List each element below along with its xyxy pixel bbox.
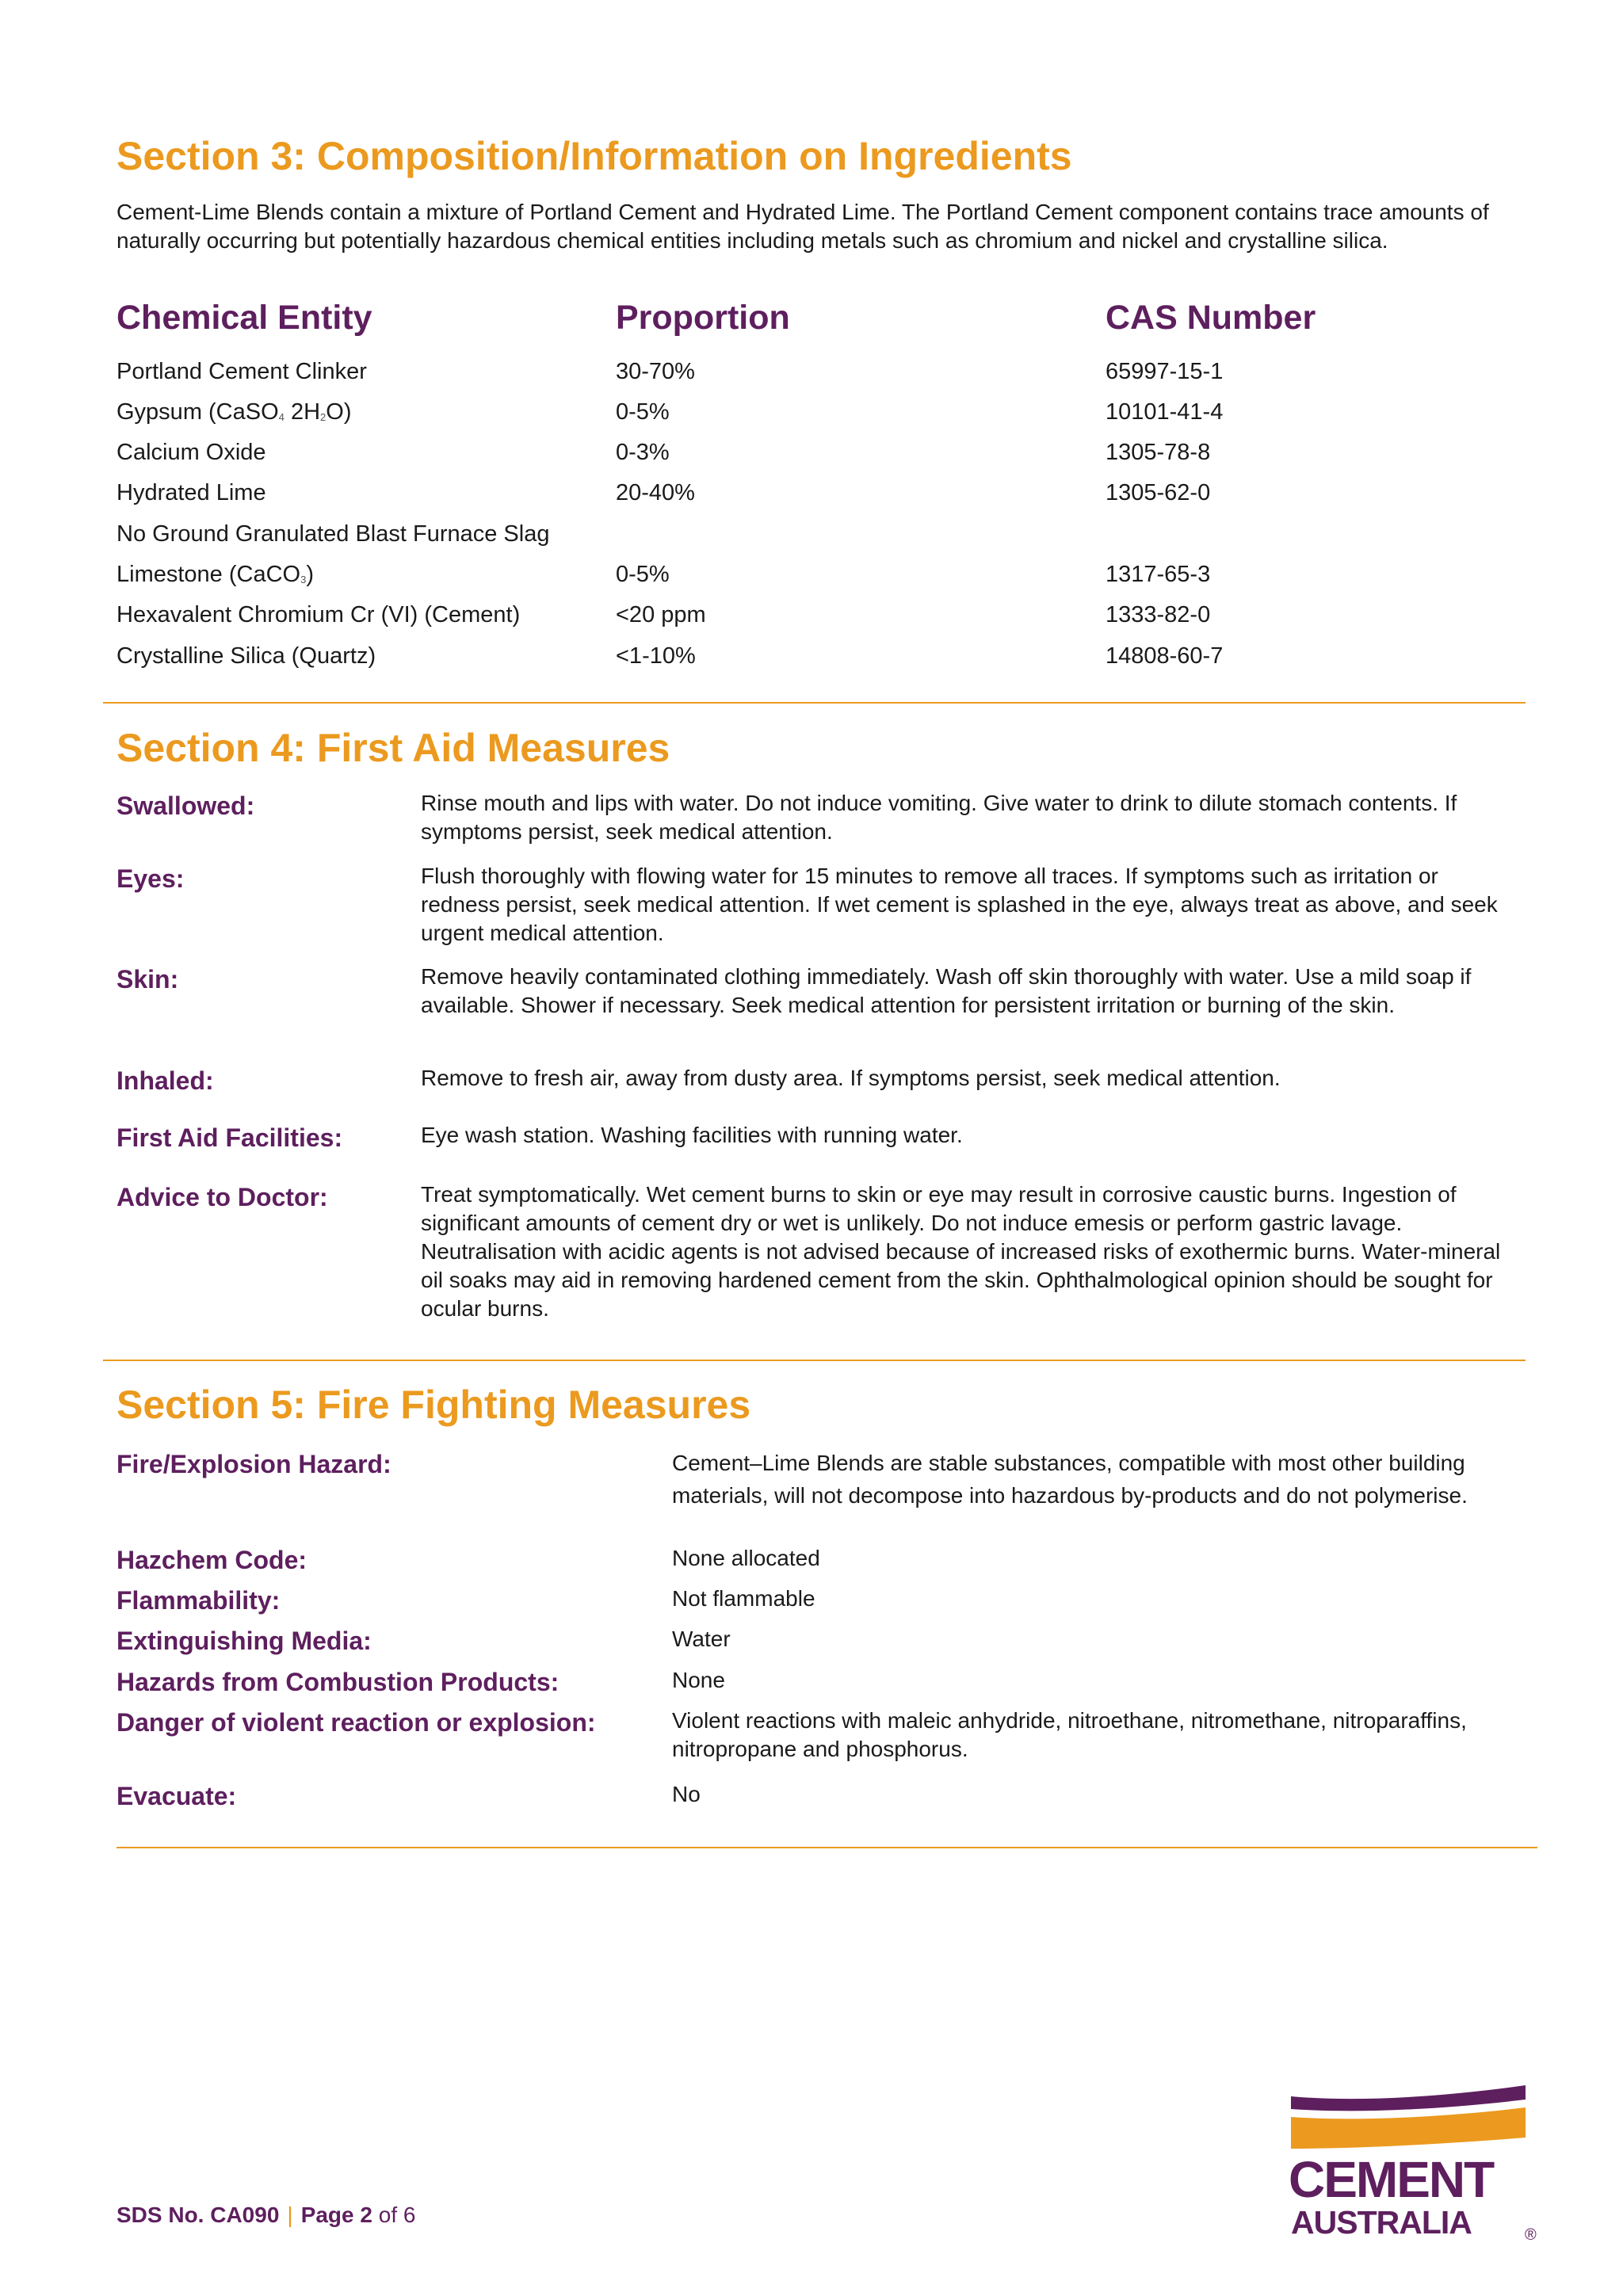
first-aid-text-skin: Remove heavily contaminated clothing immediately. Wash off skin thoroughly with water. Use a mild soap if available. Shower if necessary. Seek medical attention for persistent irritation or burning of the skin. [421, 964, 1472, 1017]
fire-text-hazchem-code: None allocated [672, 1546, 820, 1570]
fire-label-explosion-hazard: Fire/Explosion Hazard: [116, 1450, 391, 1478]
fire-text-explosion-hazard: Cement–Lime Blends are stable substances, compatible with most other building materials, will not decompose into hazardous by-products and do not polymerise. [672, 1451, 1468, 1508]
section-divider [116, 1847, 1537, 1848]
column-header-proportion: Proportion [616, 299, 790, 337]
table-cell-cas: 10101-41-4 [1106, 399, 1224, 425]
table-cell-entity: Hydrated Lime [116, 480, 266, 505]
table-cell-proportion: 30-70% [616, 359, 695, 384]
page-label: Page 2 [300, 2203, 372, 2227]
first-aid-label-eyes: Eyes: [116, 864, 185, 893]
column-header-cas-number: CAS Number [1106, 299, 1316, 337]
table-cell-entity: Calcium Oxide [116, 440, 266, 465]
logo-word-australia: AUSTRALIA [1291, 2204, 1472, 2241]
fire-text-evacuate: No [672, 1782, 701, 1806]
section-3-intro: Cement-Lime Blends contain a mixture of Portland Cement and Hydrated Lime. The Portland Cement component contains trace amounts of naturally occurring but potentially hazardous chemical entities including metals such as chromium and nickel and crystalline silica. [116, 200, 1489, 253]
page-total: of 6 [378, 2203, 416, 2227]
table-cell-proportion: 0-3% [616, 440, 670, 465]
table-cell-proportion: <1-10% [616, 643, 696, 669]
first-aid-label-inhaled: Inhaled: [116, 1066, 214, 1095]
fire-text-combustion-products: None [672, 1668, 725, 1692]
fire-label-evacuate: Evacuate: [116, 1782, 237, 1810]
fire-label-flammability: Flammability: [116, 1586, 281, 1615]
sds-number: SDS No. CA090 [116, 2203, 280, 2227]
first-aid-text-advice-to-doctor: Treat symptomatically. Wet cement burns to skin or eye may result in corrosive caustic burns. Ingestion of significant amounts of cement dry or wet is unlikely. Do not induce emesis or perform gastric lavage. Neutralisation with acidic agents is not advised because of increased risks of exothermic burns. Water-mineral oil soaks may aid in removing hardened cement from the skin. Ophthalmological opinion should be sought for ocular burns. [421, 1182, 1501, 1321]
first-aid-text-facilities: Eye wash station. Washing facilities with running water. [421, 1123, 963, 1147]
table-cell-entity: Limestone (CaCO$_3$) [116, 562, 314, 587]
first-aid-label-skin: Skin: [116, 965, 179, 994]
section-3-title: Section 3: Composition/Information on Ingredients [116, 134, 1072, 178]
table-cell-proportion: 0-5% [616, 562, 670, 587]
table-cell-proportion: 0-5% [616, 399, 670, 425]
table-cell-cas: 65997-15-1 [1106, 359, 1224, 384]
table-cell-proportion: 20-40% [616, 480, 695, 505]
fire-text-flammability: Not flammable [672, 1586, 815, 1611]
first-aid-text-inhaled: Remove to fresh air, away from dusty area. If symptoms persist, seek medical attention. [421, 1066, 1281, 1090]
first-aid-text-swallowed: Rinse mouth and lips with water. Do not induce vomiting. Give water to drink to dilute stomach contents. If symptoms persist, seek medical attention. [421, 791, 1457, 844]
table-cell-cas: 1317-65-3 [1106, 562, 1211, 587]
column-header-chemical-entity: Chemical Entity [116, 299, 372, 337]
table-cell-cas: 1333-82-0 [1106, 602, 1211, 627]
first-aid-label-facilities: First Aid Facilities: [116, 1123, 343, 1152]
first-aid-label-swallowed: Swallowed: [116, 791, 255, 820]
footer-separator: | [287, 2203, 293, 2227]
section-5-title: Section 5: Fire Fighting Measures [116, 1383, 751, 1427]
table-cell-proportion: <20 ppm [616, 602, 706, 627]
logo-word-cement: CEMENT [1289, 2151, 1494, 2208]
fire-text-violent-reaction: Violent reactions with maleic anhydride, nitroethane, nitromethane, nitroparaffins, nitropropane and phosphorus. [672, 1708, 1467, 1761]
section-divider [103, 702, 1526, 704]
section-4-title: Section 4: First Aid Measures [116, 726, 670, 770]
fire-label-violent-reaction: Danger of violent reaction or explosion: [116, 1708, 596, 1737]
first-aid-label-advice-to-doctor: Advice to Doctor: [116, 1183, 328, 1211]
table-cell-entity: Portland Cement Clinker [116, 359, 367, 384]
first-aid-text-eyes: Flush thoroughly with flowing water for 15 minutes to remove all traces. If symptoms such as irritation or redness persist, seek medical attention. If wet cement is splashed in the eye, always treat as above, and seek urgent medical attention. [421, 864, 1498, 945]
logo-registered-mark: ® [1525, 2226, 1537, 2244]
table-cell-cas: 1305-62-0 [1106, 480, 1211, 505]
logo-swoosh-icon [1288, 2082, 1529, 2153]
table-cell-cas: 14808-60-7 [1106, 643, 1224, 669]
table-cell-entity: No Ground Granulated Blast Furnace Slag [116, 521, 550, 547]
table-cell-entity: Crystalline Silica (Quartz) [116, 643, 376, 669]
fire-label-hazchem-code: Hazchem Code: [116, 1546, 307, 1574]
fire-text-extinguishing-media: Water [672, 1627, 731, 1651]
page-footer [116, 2203, 415, 2228]
table-cell-entity: Hexavalent Chromium Cr (VI) (Cement) [116, 602, 521, 627]
section-divider [103, 1360, 1526, 1361]
table-cell-entity: Gypsum (CaSO$_4$ $2H_2O$) [116, 399, 352, 425]
fire-label-combustion-products: Hazards from Combustion Products: [116, 1668, 559, 1696]
fire-label-extinguishing-media: Extinguishing Media: [116, 1627, 372, 1655]
table-cell-cas: 1305-78-8 [1106, 440, 1211, 465]
